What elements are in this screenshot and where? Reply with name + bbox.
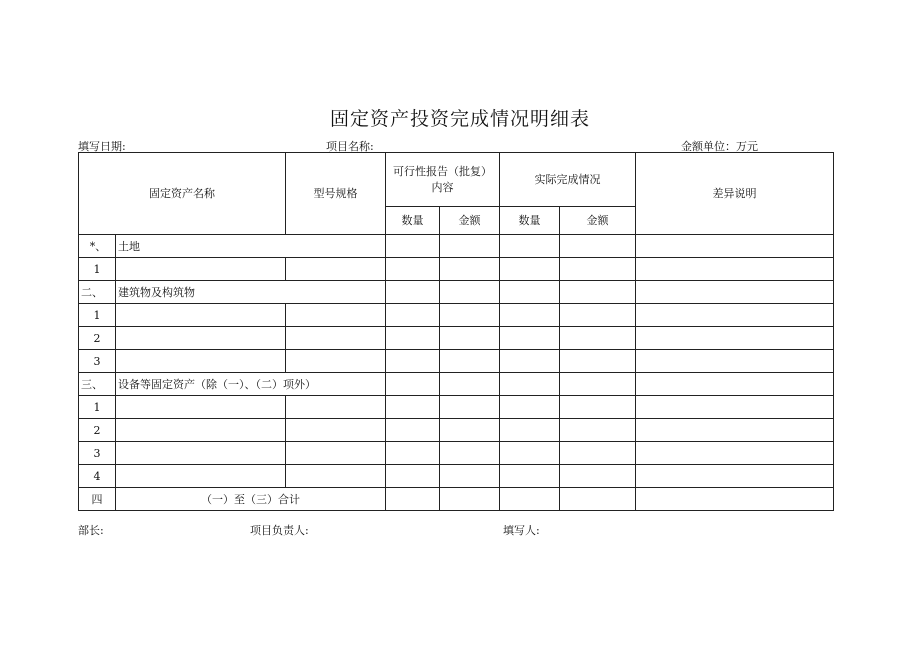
actual-amount-cell: [560, 442, 636, 465]
difference-cell: [636, 350, 834, 373]
feasibility-amount-cell: [440, 350, 500, 373]
header-actual: 实际完成情况: [500, 153, 636, 207]
feasibility-amount-cell: [440, 419, 500, 442]
difference-cell: [636, 465, 834, 488]
model-spec-cell: [286, 465, 386, 488]
actual-qty-cell: [500, 281, 560, 304]
actual-qty-cell: [500, 396, 560, 419]
model-spec-cell: [286, 396, 386, 419]
model-spec-cell: [286, 442, 386, 465]
model-spec-cell: [286, 258, 386, 281]
difference-cell: [636, 258, 834, 281]
table-row: [79, 419, 834, 442]
table-row: [79, 281, 834, 304]
actual-qty-cell: [500, 327, 560, 350]
asset-name-cell: [116, 465, 286, 488]
table-row: [79, 327, 834, 350]
header-feasibility: 可行性报告（批复）内容: [386, 153, 500, 207]
feasibility-amount-cell: [440, 304, 500, 327]
fill-date-label: 填写日期:: [78, 140, 126, 153]
header-actual-qty: 数量: [500, 207, 560, 235]
table-row: [79, 442, 834, 465]
row-index: 4: [79, 465, 116, 488]
actual-amount-cell: [560, 488, 636, 511]
feasibility-qty-cell: [386, 350, 440, 373]
amount-unit-label: 金额单位：万元: [681, 140, 758, 153]
feasibility-qty-cell: [386, 327, 440, 350]
table-row: [79, 235, 834, 258]
difference-cell: [636, 304, 834, 327]
actual-amount-cell: [560, 373, 636, 396]
feasibility-qty-cell: [386, 396, 440, 419]
actual-amount-cell: [560, 258, 636, 281]
header-asset-name: 固定资产名称: [79, 153, 286, 235]
asset-name-cell: [116, 327, 286, 350]
actual-qty-cell: [500, 419, 560, 442]
header-model-spec: 型号规格: [286, 153, 386, 235]
difference-cell: [636, 235, 834, 258]
feasibility-amount-cell: [440, 281, 500, 304]
difference-cell: [636, 396, 834, 419]
table-row: [79, 396, 834, 419]
table-row: [79, 488, 834, 511]
asset-detail-table: [78, 152, 834, 511]
row-index: 3: [79, 350, 116, 373]
model-spec-cell: [286, 419, 386, 442]
feasibility-amount-cell: [440, 396, 500, 419]
actual-amount-cell: [560, 396, 636, 419]
asset-name-cell: [116, 442, 286, 465]
row-index: 2: [79, 327, 116, 350]
table-row: [79, 258, 834, 281]
feasibility-qty-cell: [386, 442, 440, 465]
row-index: 1: [79, 396, 116, 419]
actual-qty-cell: [500, 442, 560, 465]
actual-qty-cell: [500, 350, 560, 373]
feasibility-qty-cell: [386, 465, 440, 488]
feasibility-amount-cell: [440, 258, 500, 281]
feasibility-amount-cell: [440, 373, 500, 396]
header-feasibility-qty: 数量: [386, 207, 440, 235]
model-spec-cell: [286, 304, 386, 327]
difference-cell: [636, 327, 834, 350]
header-actual-amount: 金额: [560, 207, 636, 235]
actual-qty-cell: [500, 304, 560, 327]
page-title: 固定资产投资完成情况明细表: [329, 108, 590, 130]
actual-amount-cell: [560, 281, 636, 304]
section-label: 设备等固定资产（除（一）、（二）项外）: [116, 373, 386, 396]
actual-qty-cell: [500, 258, 560, 281]
feasibility-amount-cell: [440, 465, 500, 488]
row-index: 四: [79, 488, 116, 511]
difference-cell: [636, 281, 834, 304]
asset-name-cell: [116, 419, 286, 442]
section-label: 土地: [116, 235, 386, 258]
filler-label: 填写人:: [503, 524, 540, 537]
actual-amount-cell: [560, 327, 636, 350]
feasibility-qty-cell: [386, 258, 440, 281]
row-index: 二、: [79, 281, 116, 304]
asset-name-cell: [116, 304, 286, 327]
header-difference: 差异说明: [636, 153, 834, 235]
actual-qty-cell: [500, 235, 560, 258]
actual-amount-cell: [560, 465, 636, 488]
actual-amount-cell: [560, 235, 636, 258]
feasibility-amount-cell: [440, 442, 500, 465]
section-label: 建筑物及构筑物: [116, 281, 386, 304]
row-index: 2: [79, 419, 116, 442]
project-name-label: 项目名称:: [326, 140, 374, 153]
actual-qty-cell: [500, 373, 560, 396]
project-lead-label: 项目负责人:: [250, 524, 309, 537]
table-row: [79, 350, 834, 373]
feasibility-qty-cell: [386, 419, 440, 442]
difference-cell: [636, 419, 834, 442]
feasibility-amount-cell: [440, 327, 500, 350]
actual-qty-cell: [500, 488, 560, 511]
row-index: 1: [79, 258, 116, 281]
asset-name-cell: [116, 396, 286, 419]
row-index: 1: [79, 304, 116, 327]
total-label: （一）至（三）合计: [116, 488, 386, 511]
actual-qty-cell: [500, 465, 560, 488]
table-row: [79, 304, 834, 327]
header-feasibility-amount: 金额: [440, 207, 500, 235]
feasibility-qty-cell: [386, 235, 440, 258]
difference-cell: [636, 488, 834, 511]
row-index: 三、: [79, 373, 116, 396]
actual-amount-cell: [560, 419, 636, 442]
row-index: 3: [79, 442, 116, 465]
feasibility-qty-cell: [386, 488, 440, 511]
model-spec-cell: [286, 350, 386, 373]
actual-amount-cell: [560, 304, 636, 327]
minister-label: 部长:: [78, 524, 104, 537]
asset-name-cell: [116, 350, 286, 373]
asset-name-cell: [116, 258, 286, 281]
feasibility-qty-cell: [386, 281, 440, 304]
actual-amount-cell: [560, 350, 636, 373]
model-spec-cell: [286, 327, 386, 350]
feasibility-qty-cell: [386, 373, 440, 396]
feasibility-amount-cell: [440, 488, 500, 511]
feasibility-qty-cell: [386, 304, 440, 327]
table-row: [79, 373, 834, 396]
feasibility-amount-cell: [440, 235, 500, 258]
table-row: [79, 465, 834, 488]
difference-cell: [636, 442, 834, 465]
difference-cell: [636, 373, 834, 396]
row-index: *、: [79, 235, 116, 258]
